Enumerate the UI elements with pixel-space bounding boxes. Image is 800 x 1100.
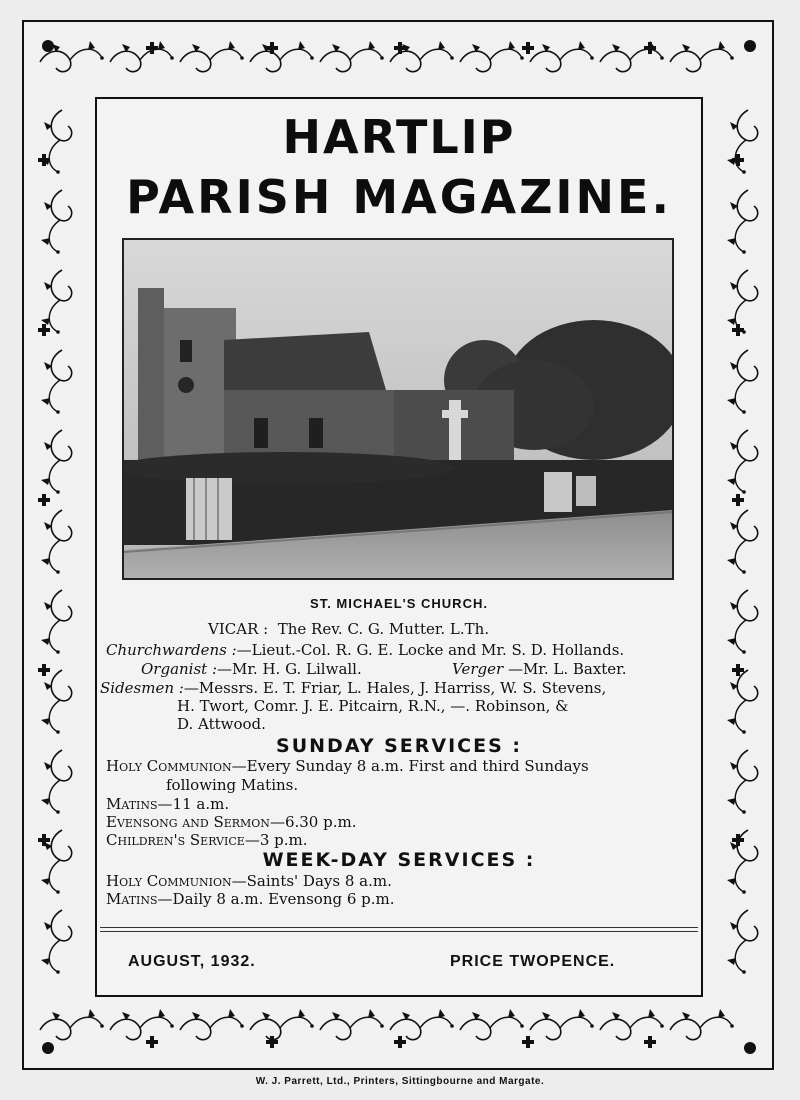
sidesmen-names-3: D. Attwood. [177,715,266,733]
churchwardens-names: —Lieut.-Col. R. G. E. Locke and Mr. S. D. Hollands. [236,641,625,659]
church-photograph [122,238,674,580]
vicar-line [208,620,489,638]
weekday-communion-times: —Saints' Days 8 a.m. [231,872,392,890]
churchwardens-label: Churchwardens : [106,641,237,659]
verger-name: —Mr. L. Baxter. [507,660,627,678]
verger-line [452,660,626,678]
title-hartlip: HARTLIP [282,110,516,164]
churchwardens-line [106,641,624,659]
childrens-service-line [106,831,308,849]
sunday-evensong-time: —6.30 p.m. [269,813,357,831]
sunday-communion-line [106,757,589,775]
divider-rule-2 [100,931,698,932]
weekday-services-heading: WEEK-DAY SERVICES : [262,849,536,871]
sunday-communion-times: —Every Sunday 8 a.m. First and third Sundays [231,757,589,775]
organist-name: —Mr. H. G. Lilwall. [217,660,362,678]
childrens-service-time: —3 p.m. [244,831,308,849]
organist-label: Organist : [141,660,218,678]
issue-date: AUGUST, 1932. [128,953,256,970]
printer-imprint: W. J. Parrett, Ltd., Printers, Sittingbourne and Margate. [255,1076,545,1087]
title-parish-magazine: PARISH MAGAZINE. [126,170,672,224]
organist-line [141,660,362,678]
weekday-communion-line [106,872,392,890]
sidesmen-line [100,679,606,697]
weekday-communion-label: Holy Communion [106,872,232,890]
sunday-evensong-line [106,813,356,831]
weekday-matins-label: Matins [106,890,158,908]
divider-rule [100,927,698,928]
vicar-name: The Rev. C. G. Mutter. L.Th. [277,620,490,638]
weekday-matins-times: —Daily 8 a.m. Evensong 6 p.m. [157,890,395,908]
sunday-matins-label: Matins [106,795,158,813]
sunday-services-heading: SUNDAY SERVICES : [276,735,522,757]
sidesmen-names-2: H. Twort, Comr. J. E. Pitcairn, R.N., —. Robinson, & [177,697,569,715]
sunday-communion-cont: following Matins. [166,776,299,794]
childrens-service-label: Children's Service [106,831,245,849]
sunday-matins-time: —11 a.m. [157,795,230,813]
price: PRICE TWOPENCE. [450,953,616,970]
sunday-evensong-label: Evensong and Sermon [106,813,270,831]
verger-label: Verger [452,660,504,678]
sunday-communion-label: Holy Communion [106,757,232,775]
weekday-matins-line [106,890,395,908]
photo-caption: ST. MICHAEL'S CHURCH. [310,596,488,611]
sidesmen-label: Sidesmen : [100,679,184,697]
vicar-label: VICAR : [208,620,269,638]
sunday-matins-line [106,795,229,813]
sidesmen-names-1: —Messrs. E. T. Friar, L. Hales, J. Harriss, W. S. Stevens, [183,679,607,697]
